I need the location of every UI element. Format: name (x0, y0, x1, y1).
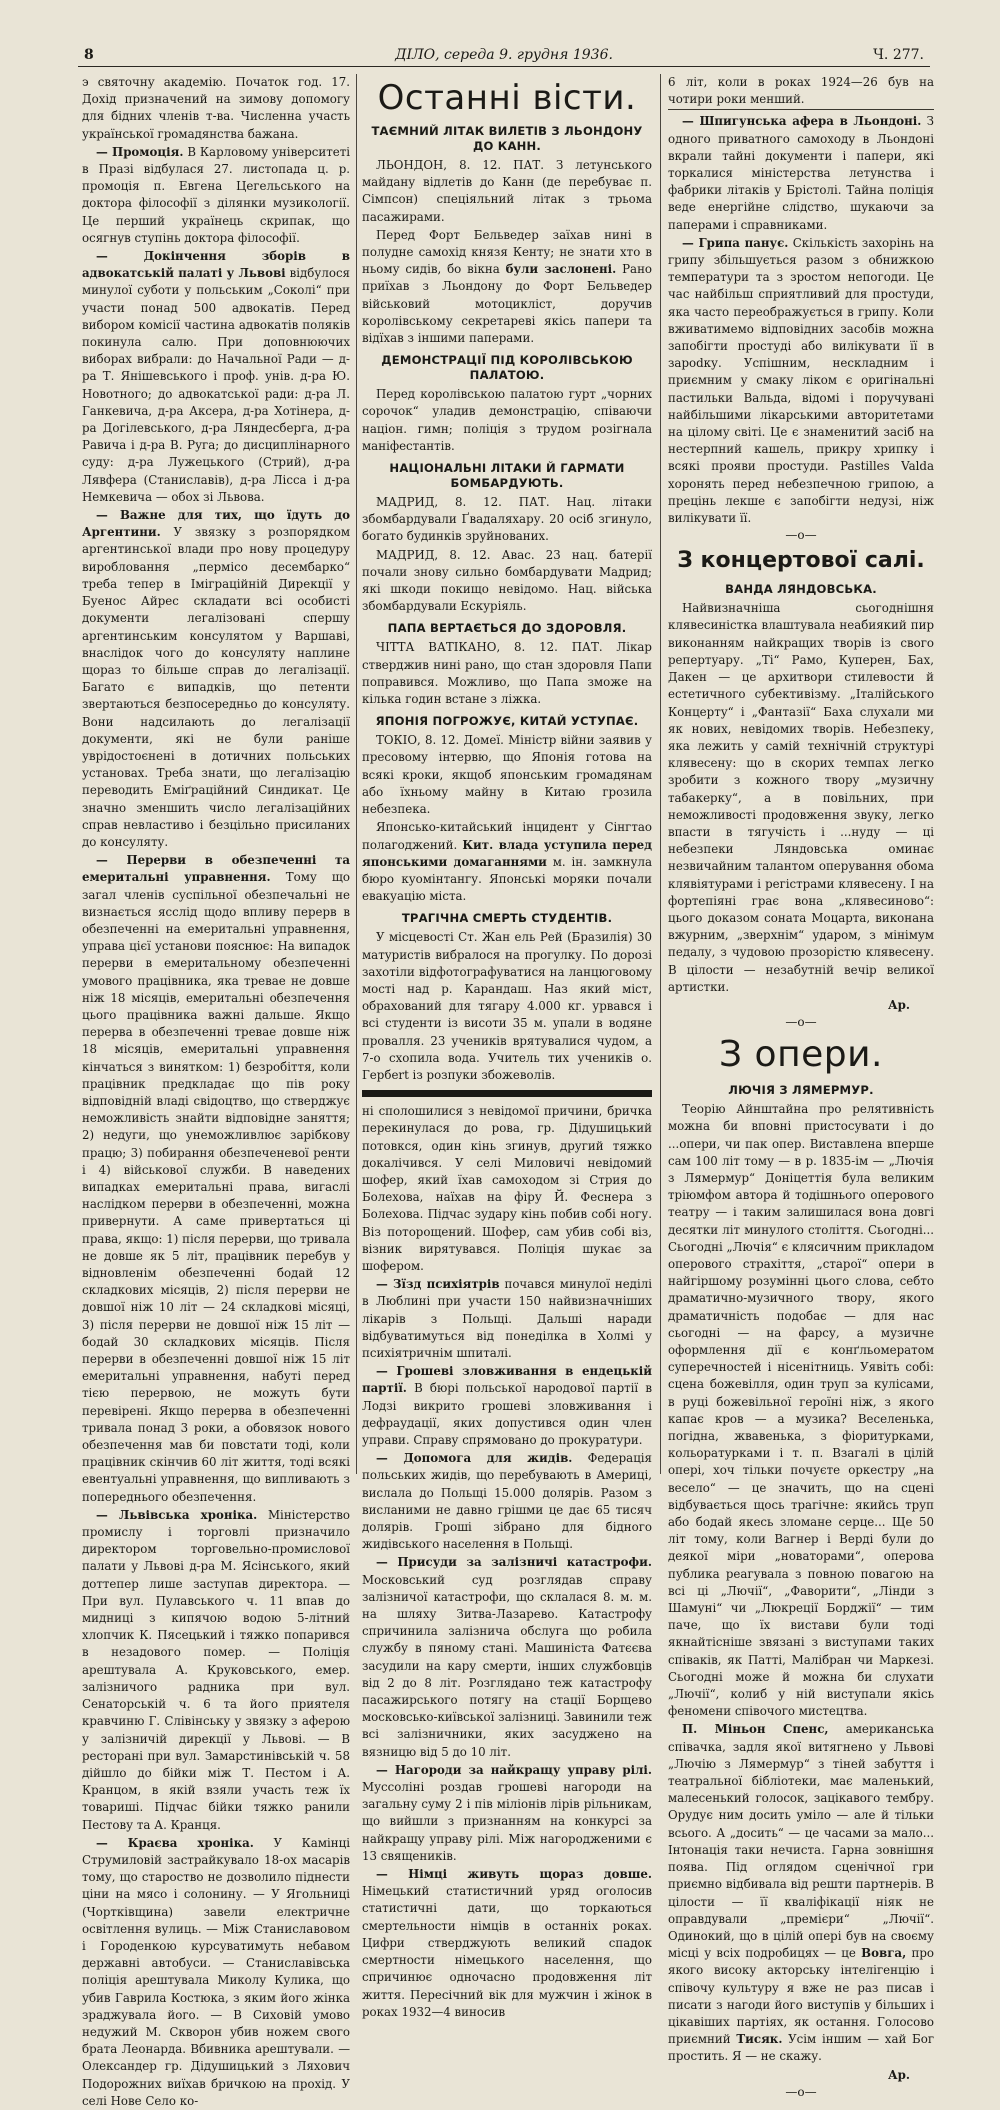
news-text: Федерація польських жидів, що перебувають в Америці, вислала до Польщі 15.000 долярів. Разом з висланими не давно грішми це дає 65 тисяч долярів. Гроші зібрано для бідного жидівського населення в Польщі. (362, 1451, 652, 1552)
article-paragraph (82, 1835, 350, 2110)
news-text: В бюрі польської народової партії в Лодзі викрито грошеві зловживання і дефраудації, яких допустився один член управи. Справу спрямовано до прокуратури. (362, 1381, 653, 1447)
article-paragraph: 6 літ, коли в роках 1924—26 був на чотири роки менший. (668, 75, 934, 107)
news-headline: — Грошеві зловживання в ендецькій партії. (362, 1364, 652, 1396)
news-headline: — Докінчення зборів в адвокатській палаті у Львові (82, 249, 350, 281)
article-paragraph: э святочну академію. Початок год. 17. Дохід призначений на зимову допомогу для бідних членів т-ва. Численна участь української громадянства бажана. (82, 75, 350, 141)
news-headline: — Перерви в обезпеченні та емеритальні управнення. (82, 853, 350, 885)
news-text: У Камінці Струмиловій застрайкувало 18-ох масарів тому, що староство не дозволило піднести ціни на мясо і солонину. — У Ягольниці (Чортківщина) завели електричне освітлення вулиць. — Між Станиславовом і Городенкою курсуватимуть небавом державні автобуси. — Станиславівська поліція арештувала Миколу Кулика, що убив Гаврила Костюка, з яким його жінка зраджувала його. — В Сиховій умово недужий М. Скворон убив ножем свого брата Леонарда. Вбивника арештували. — Олександер гр. Дідушицький з Ляхович Подорожних виїхав бричкою на прохід. У селі Нове Село ко- (82, 1835, 350, 2108)
news-text: Тому що загал членів суспільної обезпечальні не визнається ясслід щодо впливу перерв в обезпеченні на емеритальні управнення, управа цієї установи пояснює: На випадок перерви в емеритальному обезпеченні умового працівника, яка тревае не довше ніж 18 місяців, емеритальні обезпечення цього працівника важні дальше. Якщо перерва в обезпеченні тревае довше ніж 18 місяців, емеритальні управнення кінчаться з винятком: 1) безробіття, коли працівник предкладає що пів року відповідній владі свідоцтво, що стверджує неможливість знайти відповідне заняття; 2) недуги, що унеможливлює зарібкову працю; 3) побирання обезпеченевої ренти і 4) військової служби. В наведених випадках емеритальні права, вигаслі наслідком перерви в обезпеченні, можна привернути. А саме привертаться ці права, якщо: 1) після перерви, що тривала не довше як 5 літ, працівник перебув у відновленім обезпеченні бодай 12 складкових місяців, 2) після перерви не довшої ніж 10 літ — 24 складкові місяці, 3) після перерви не довшої ніж 15 літ — бодай 30 складкових місяців. Після перерви в обезпеченні довшої ніж 15 літ емеритальні управнення, набуті перед тією перервою, не можуть бути перевірені. Якщо перерва в обезпеченні тривала понад 3 роки, а обовязок нового обезпечення мав би повстати тоді, коли працівник скінчив 60 літ життя, тоді всякі евентуальні управнення, що випливають з попереднього обезпечення. (82, 870, 350, 1504)
article-paragraph (362, 819, 652, 905)
section-title-latest-news: Останні вісти. (377, 78, 637, 118)
author-signature: Ар. (888, 997, 910, 1012)
news-headline: ДЕМОНСТРАЦІЇ ПІД КОРОЛІВСЬКОЮ ПАЛАТОЮ. (381, 353, 633, 383)
news-text: американська співачка, задля якої витягнено у Львові „Лючію з Лямермур“ з тіней забуття і театральної бібліотеки, має маленький, малесенький голосок, зацікавого тембру. Орудує ним досить уміло — але й тільки всього. А „досить“ — це часами за мало... Інтонація таки нечиста. Гарна зовнішня поява. Під оглядом сценічної гри приємно відбивала від решти партнерів. В цілости — її кваліфікації ніяк не оправдували „премієри“ „Лючії“. Одинокий, що в цілій опері був на своєму місці у всіх подробицях — це (668, 1722, 934, 1961)
news-emphasis: Вовга, (861, 1946, 907, 1961)
news-text: Муссоліні роздав грошеві нагороди на загальну суму 2 і пів міліонів лірів рільникам, що вийшли з признанням на конкурсі за найкращу управу рілі. Між нагородженими є 13 священиків. (362, 1780, 652, 1863)
news-text: Скількість захорінь на грипу збільшується разом з обнижкою температури та з зростом непогоди. Це час найбільш сприятливий для простуди, яка часто переображується в грипу. Коли вживатимемо відповідних засобів можна запобігти простуді або вилікувати її в зарodку. Успішним, нескладним і приємним у смаку ліком є оригінальні пастильки Вальда, відомі і поручувані найбільшими лікарськими авторитетами на цілому світі. Це є знаменитий засіб на нестерпний кашель, прикру хрипку і всякі прояви простуди. Pastilles Valda хоронять перед небезпечною грипою, а прецінь лекше є запобігти недузі, ніж вилікувати її. (668, 235, 934, 526)
news-headline: — Нагороди за найкращу управу рілі. (376, 1762, 652, 1777)
article-paragraph: Теорію Айнштайна про релятивність можна би вповні пристосувати і до ...опери, чи пак опер. Виставлена вперше сам 100 літ тому — в р. 1835-ім — „Лючія з Лямермур“ Доніцеттія була великим тріюмфом автора й тодішнього оперового театру — і таким залишилася вона довгі десятки літ минулого століття. Сьогодні... Сьогодні „Лючія“ є клясичним прикладом оперового страхіття, „старої“ опери в найгіршому розумінні цього слова, себто драматично-музичного твору, якого драматичність подобає — для нас сьогодні — на фарсу, а музичне оформлення дії є конґльомератом суперечностей і нісенітниць. Уявіть собі: сцена божевілля, один труп за кулісами, в руці божевільної героїні ніж, з якого капає кров — а музика? Веселенька, погідна, жвавенька, з фіоритурками, кольоратурками і т. п. Взагалі в цілій опері, хоч тільки почуєте оркестру „на весело“ — це значить, що на сцені відбувається щось трагічне: якийсь труп або бодай якесь зломане серце... Ще 50 літ тому, коли Вагнер і Верді були до деякої міри „новаторами“, оперова публика реагувала з повною повагою на всі ці „Лючії“, „Фаворити“, „Лінди з Шамуні“ чи „Люкреції Борджії“ — тим паче, що їх вистави були тоді якнайтісніше звязані з виступами таких співаків, як Патті, Малібран чи Маркезі. Сьогодні може й можна би слухати „Лючії“, колиб у ній виступали якісь феномени співочого мистецтва. (668, 1102, 934, 1719)
masthead-date: ДІЛО, середа 9. грудня 1936. (395, 47, 613, 63)
news-text: У звязку з розпорядком аргентинської влади про нову процедуру виробловання „пермісо десембарко“ треба тепер в Іміграційній Дирекції у Буенос Айрес складати всі особисті документи легалізовані спершу аргентинським консулятом у Варшаві, внаслідок чого до консуляту наплине щораз то більше справ до легалізації. Багато є випадків, що петенти звертаються безпосередньо до консуляту. Вони надсилають до легалізації документи, які не були раніше уврідостоєнені в дотичних польських установах. Треба знати, що легалізацію переводить Еміґраційний Синдикат. Це значно зменшить число легалізаційних справ невластиво і безцільно присиланих до консуляту. (82, 525, 351, 849)
ornament-separator: —o— (785, 528, 817, 543)
column-right (668, 74, 935, 2099)
news-text: Усім іншим — хай Бог простить. Я — не скажу. (668, 2032, 935, 2064)
article-paragraph (362, 1554, 652, 1760)
article-paragraph: Перед королівською палатою гурт „чорних сорочок“ уладив демонстрацію, співаючи націон. гимн; поліція з трудом розігнала маніфестантів. (362, 387, 652, 453)
article-paragraph (362, 1450, 652, 1553)
section-title-concert: З концертової салі. (677, 548, 925, 574)
article-paragraph (668, 109, 934, 233)
article-paragraph (668, 1721, 934, 2065)
news-headline: ЯПОНІЯ ПОГРОЖУЄ, КИТАЙ УСТУПАЄ. (375, 714, 639, 729)
section-divider-bar (362, 1090, 652, 1097)
column-left (82, 74, 351, 2108)
ornament-separator: —o— (785, 1015, 817, 1030)
article-paragraph: МАДРИД, 8. 12. Авас. 23 нац. батерії почали знову сильно бомбардувати Мадрид; які шкоди покищо невідомо. Нац. війська збомбардували Ескуріяль. (362, 547, 652, 614)
article-paragraph: ні сполошилися з невідомої причини, бричка перекинулася до рова, гр. Дідушицький потовкся, один кінь згинув, другий тяжко докалічився. У селі Миловичі невідомий шофер, який їхав самоходом зі Стрия до Болехова, наїхав на фіру Й. Феснера з Болехова. Підчас зудару кінь побив собі ногу. Віз поторощений. Шофер, сам убив собі віз, візник вирятувався. Поліція шукає за шофером. (362, 1104, 652, 1273)
news-text: Міністерство промислу і торговлі призначило директором торговельно-промислової палати у Львові д-ра М. Ясінського, який доттепер лише заступав директора. — При вул. Пулавського ч. 11 впав до мидниці з кипячою водою 5-літний хлопчик К. Пясецький і тяжко попарився в незадового помер. — Поліція арештувала А. Круковського, емер. залізничого радника при вул. Сенаторській ч. 6 та його приятеля кравчиню Г. Слівінську у звязку з аферою у залізничій дирекції у Львові. — В ресторані при вул. Замарстинівській ч. 58 дійшло до бійки між Т. Пестом і А. Кранцом, в якій взяли участь теж їх товариші. Підчас бійки тяжко ранили Пестову та А. Кранця. (82, 1507, 350, 1832)
section-title-opera: З опери. (719, 1034, 883, 1076)
news-headline: — Шпигунська афера в Льондоні. (682, 114, 922, 129)
article-paragraph: ЧІТТА ВАТІКАНО, 8. 12. ПАТ. Лікар стверджив нині рано, що стан здоровля Папи поправився. Можливо, що Папа зможе на кілька годин встане з ліжка. (362, 640, 652, 707)
news-headline: — Присуди за залізничі катастрофи. (376, 1555, 652, 1570)
news-headline: — Львівська хроніка. (96, 1507, 258, 1522)
article-paragraph (82, 852, 350, 1506)
news-headline: ПАПА ВЕРТАЄТЬСЯ ДО ЗДОРОВЛЯ. (387, 621, 627, 636)
author-signature: Ар. (888, 2067, 910, 2082)
news-text: почався минулої неділі в Люблині при участи 150 найвизначніших лікарів з Польщі. Дальші наради відбуватимуться від понеділка в Холмі у психіятричнім шпиталі. (362, 1277, 652, 1360)
article-paragraph (82, 144, 350, 247)
column-divider (660, 74, 661, 1474)
news-emphasis: П. Міньон Спенс, (682, 1722, 829, 1737)
news-headline: — Допомога для жидів. (376, 1451, 573, 1466)
review-headline: ВАНДА ЛЯНДОВСЬКА. (725, 582, 877, 597)
news-emphasis: Тисяк. (736, 2032, 783, 2047)
news-headline: — Краєва хроніка. (96, 1835, 254, 1850)
news-text: В Карловому університеті в Празі відбулася 27. листопада ц. р. промоція п. Евгена Цегельського на доктора філософії з ділянки музикології. Це перший українець скрипак, що осягнув ступінь доктора філософії. (82, 144, 351, 245)
article-paragraph: Найвизначніша сьогоднішня клявесиністка влаштувала неабиякий пир виконанням найкращих творів із свого репертуару. „Ті“ Рамо, Куперен, Бах, Дакен — це архитвори стилевости й естетичного субективізму. „Італійського Концерту“ і „Фантазії“ Баха слухали ми як нових, невідомих творів. Небезпеку, яка лежить у самій технічній структурі клявесену: що в скорих темпах легко зробити з кожного твору „музичну табакерку“, а в повільних, при неможливості продовження звуку, легко впасти в тягучість і ...нуду — ці небезпеки Ляндовська оминає незвичайним талантом оперування обома клявіятурами і регістрами клявесену. І на фортепіяні грає вона „клявесиново“: цього доказом соната Моцарта, виконана вжурним, „зверхнім“ ударом, з мінімум педалу, з чудовою прозорістю клявесену. В цілости — незабутній вечір великої артистки. (668, 601, 934, 994)
column-divider (356, 74, 357, 1474)
news-text: Рано приїхав з Льондону до Форт Бельведер військовий мотоцикліст, доручив королівському секретареві якісь папери та відїхав з іншими паперами. (362, 262, 653, 346)
news-text: Перед Форт Бельведер заїхав нині в полудне самохід князя Кенту; не знати хто в ньому сидів, бо вікна (362, 227, 652, 277)
news-text: Московський суд розглядав справу залізничої катастрофи, що склалася 8. м. м. на шляху Зитва-Лазарево. Катастрофу спричинила залізнича обслуга що робила службу в пяному стані. Машиніста Фатєєва засудили на кару смерти, інших службовців від 2 до 8 літ. Розглядано теж катастрофу пасажирського потягу на стації Борщево московсько-київської залізниці. Завинили теж всі залізничники, яких засуджено на вязницю від 5 до 10 літ. (362, 1572, 653, 1759)
article-paragraph (362, 227, 652, 347)
article-paragraph (82, 248, 350, 506)
article-paragraph (362, 1276, 652, 1362)
article-paragraph (362, 1866, 652, 2021)
news-headline: ТАЄМНИЙ ЛІТАК ВИЛЕТІВ З ЛЬОНДОНУ ДО КАНН. (371, 124, 643, 153)
page-header (78, 44, 930, 67)
news-text: Японсько-китайський інцидент у Сінгтао полагоджений. (362, 820, 652, 852)
news-text: про якого високу акторську інтелігенцію і співочу культуру я вже не раз писав і писати з нагоди його виступів у більших і цікавіших партіях, як остання. Голосово приємний (668, 1946, 935, 2047)
column-middle (362, 74, 653, 2019)
news-emphasis: Кит. влада уступила перед японськими домаганнями (362, 837, 652, 869)
news-text: м. ін. замкнула бюро куомінтангу. Японські моряки почали евакуацію міста. (362, 854, 652, 904)
page-number: 8 (84, 47, 94, 63)
news-headline: — Німці живуть щораз довше. (376, 1867, 652, 1882)
article-paragraph: ЛЬОНДОН, 8. 12. ПАТ. З летунського майдану відлетів до Канн (де перебуває п. Сімпсон) спеціяльний літак з трьома пасажирами. (362, 158, 652, 224)
news-text: Німецький статистичний уряд оголосив статистичні дати, що торкаються смертельности німців в останніх роках. Цифри стверджують великий спадок смертности німецького населення, що спричинює одночасно продовження літ життя. Пересічний вік для мужчин і жінок в роках 1932—4 виносив (362, 1884, 652, 2019)
article-paragraph: ТОКІО, 8. 12. Домеї. Міністр війни заявив у пресовому інтервю, що Японія готова на всякі кроки, якщоб японським громадянам або їхньому майну в Китаю грозила небезпека. (362, 733, 652, 817)
news-text: відбулося минулої суботи у польським „Соколі“ при участи понад 500 адвокатів. Перед вибором комісії частина адвокатів поляків покинула салю. При доповнюючих виборах вибрали: до Начальної Ради — д-ра Т. Янішевського і проф. унів. д-ра Ю. Новотного; до адвокатської ради: д-ра Л. Ганкевича, д-ра Аксера, д-ра Хотінера, д-ра Догілевського, д-ра Ляндесберга, д-ра Равича і д-ра В. Руга; до дисциплінарного суду: д-ра Лужецького (Стрий), д-ра Лявфера (Станиславів), д-ра Лісса і д-ра Немкевича — обох зі Львова. (82, 266, 350, 504)
article-paragraph: У місцевості Ст. Жан ель Рей (Бразилія) 30 матуристів вибралося на прогулку. По дорозі захотіли відфотографуватися на ланцюговому мості над р. Карандаш. Наз який міст, обрахований для тягару 4.000 кг. урвався і всі студенти із висоти 35 м. упали в водяне провалля. 23 учеників врятувалися чудом, а 7-о схопила вода. Учитель тих учеників о. Гербert із розпуки збожеволів. (362, 930, 652, 1082)
news-emphasis: були заслонені. (505, 262, 617, 277)
news-headline: — Зїзд психіятрів (376, 1277, 500, 1292)
issue-number: Ч. 277. (873, 47, 924, 63)
news-text: З одного приватного самоходу в Льондоні вкрали тайні документи і папери, які торкалися міністерства летунства і фабрики літаків у Брістолі. Тайна поліція веде енергійне слідство, шукаючи за паперами і справниками. (668, 114, 934, 232)
news-headline: — Грипа панує. (682, 235, 789, 250)
article-paragraph: МАДРИД, 8. 12. ПАТ. Нац. літаки збомбардували Ґвадаляхару. 20 осіб згинуло, богато будинків зруйнованих. (362, 495, 652, 544)
news-headline: — Промоція. (96, 144, 184, 159)
ornament-separator: —o— (785, 2084, 817, 2099)
review-headline: ЛЮЧІЯ З ЛЯМЕРМУР. (728, 1083, 874, 1098)
news-headline: ТРАГІЧНА СМЕРТЬ СТУДЕНТІВ. (401, 911, 613, 926)
news-headline: НАЦІОНАЛЬНІ ЛІТАКИ Й ГАРМАТИ БОМБАРДУЮТЬ. (389, 461, 625, 491)
article-paragraph (362, 1363, 652, 1449)
article-paragraph (82, 1507, 350, 1834)
article-paragraph (362, 1762, 652, 1865)
news-headline: — Важне для тих, що їдуть до Аргентини. (82, 508, 350, 540)
article-paragraph (82, 507, 350, 851)
article-paragraph (668, 235, 934, 527)
